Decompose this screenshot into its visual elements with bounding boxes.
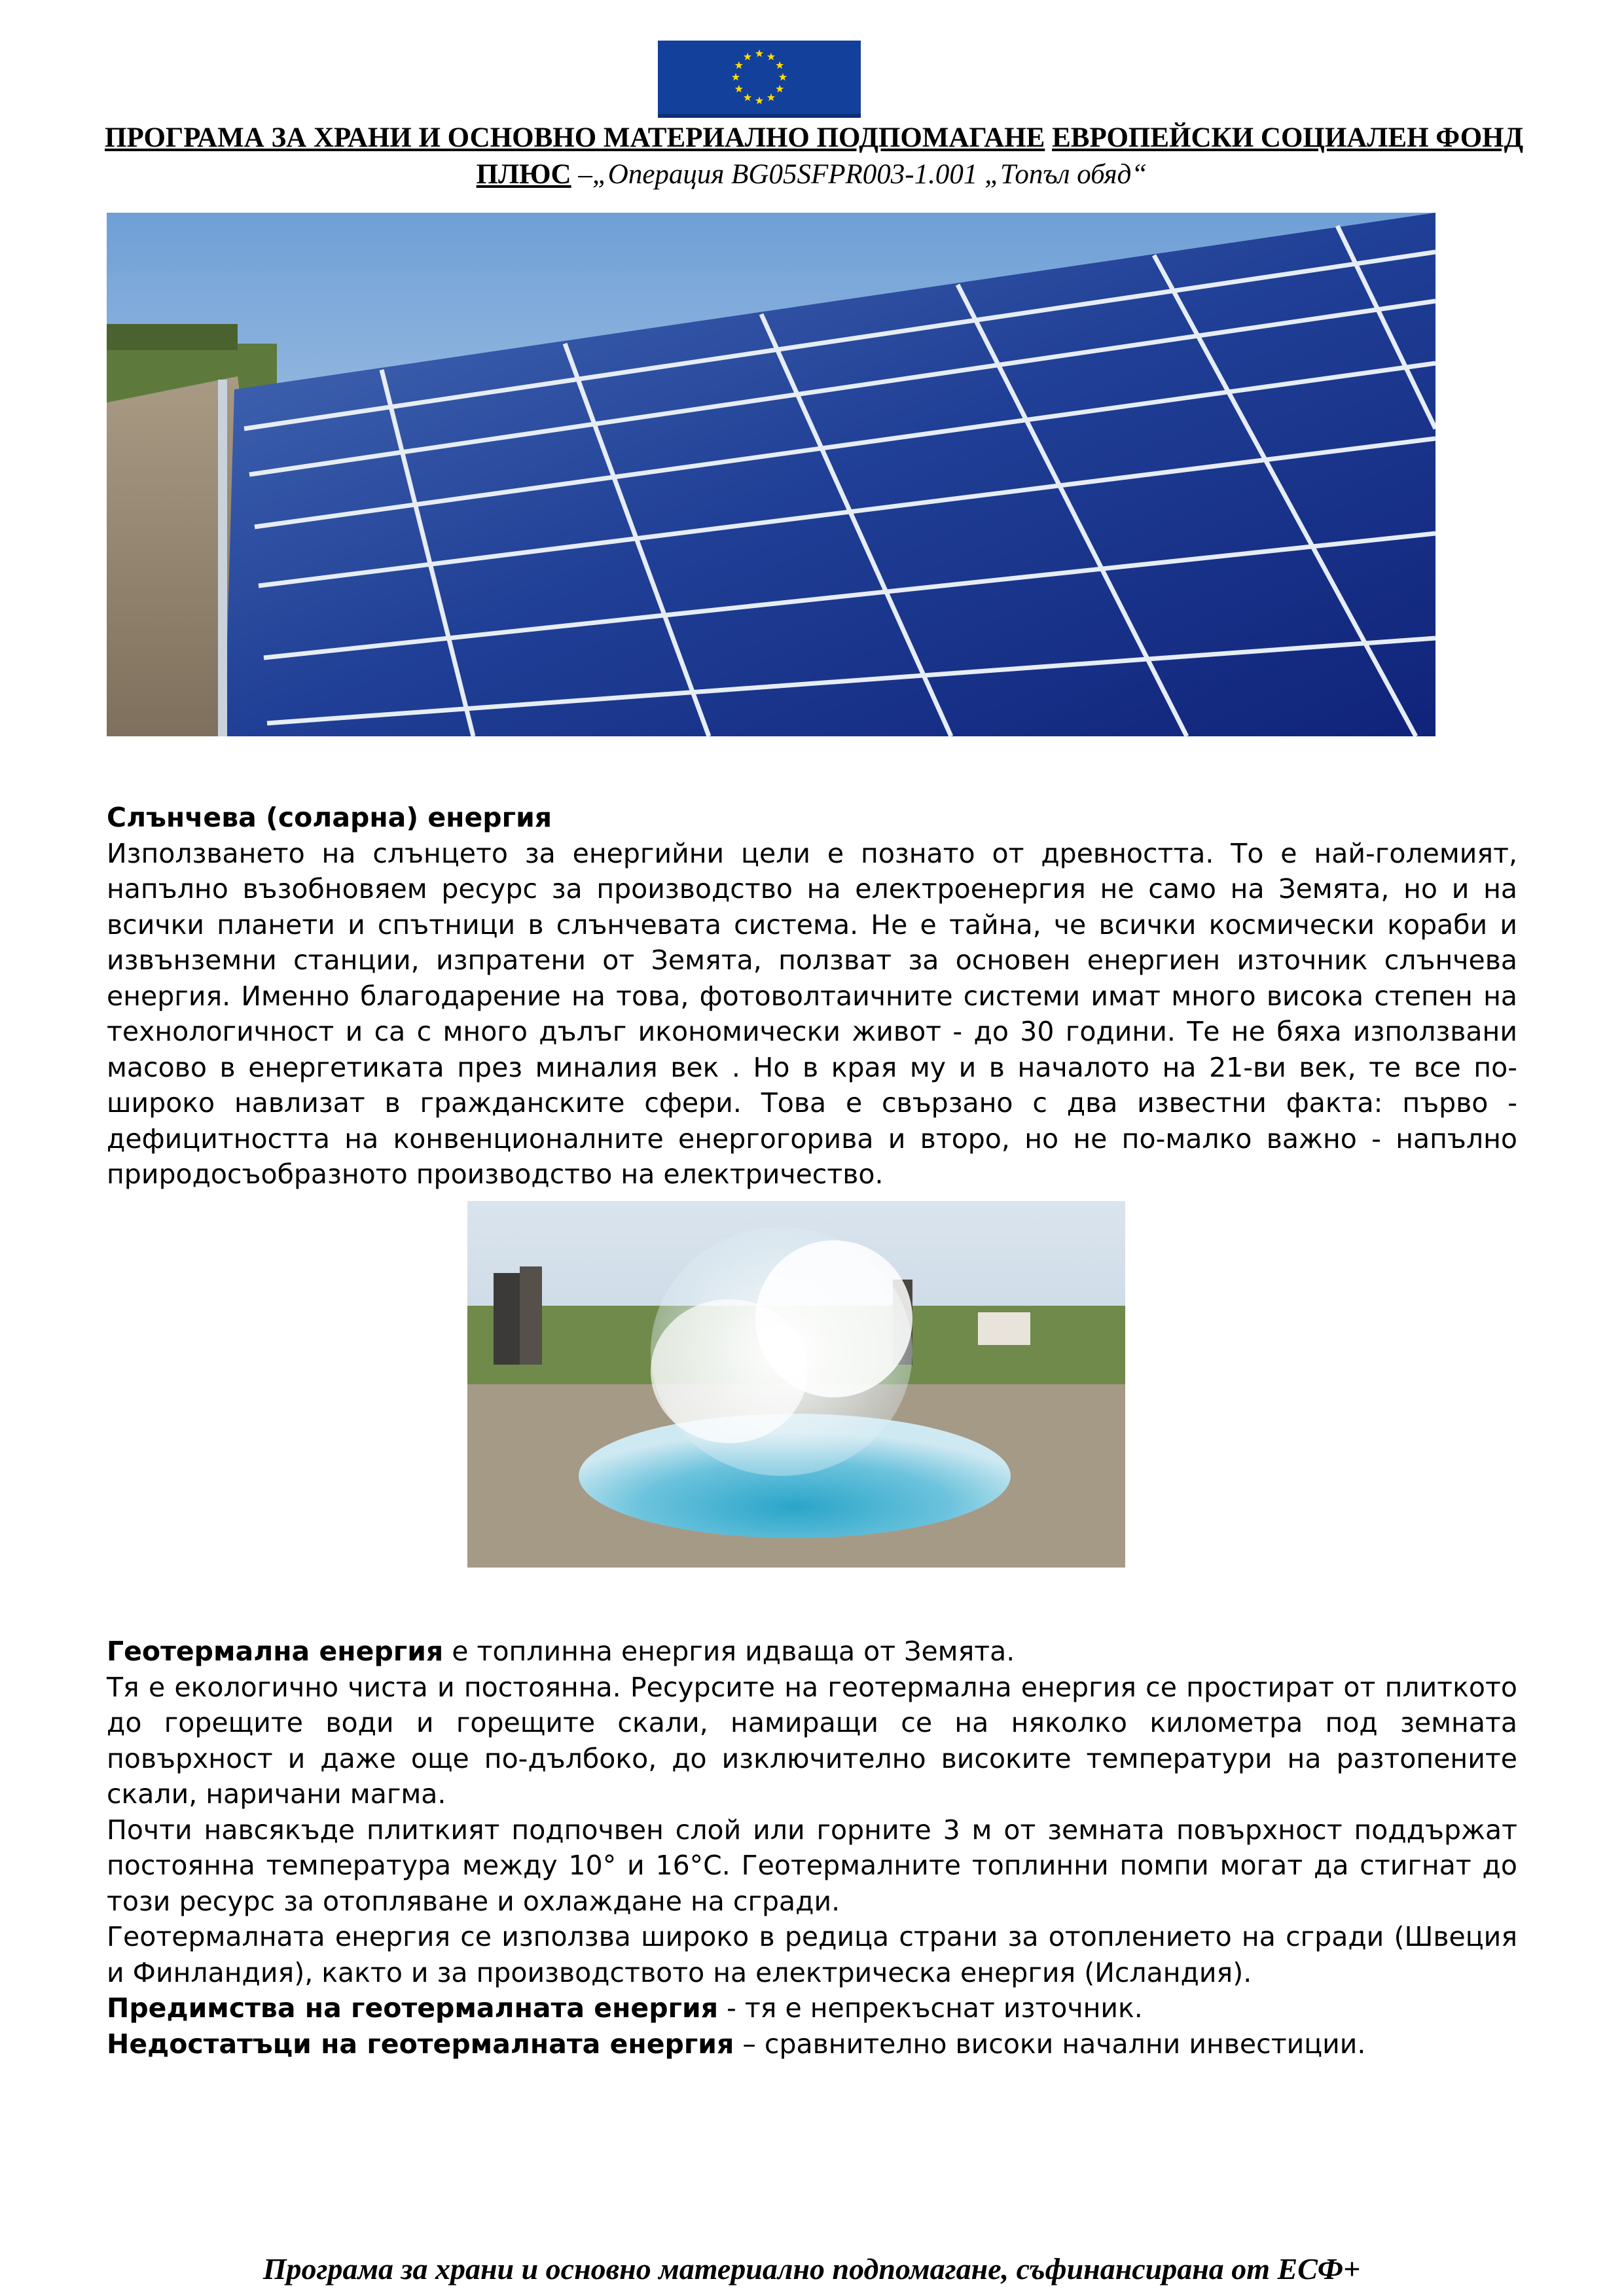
geothermal-energy-section: [107, 1634, 1517, 2062]
page-footer: Програма за храни и основно материално подпомагане, съфинансирана от ЕСФ+: [262, 2252, 1361, 2286]
eu-star-icon: [744, 52, 751, 60]
eu-star-icon: [735, 85, 743, 93]
eu-star-icon: [767, 52, 775, 60]
program-header-line1: [105, 122, 1524, 154]
geothermal-heading: Геотермална енергия: [107, 1636, 444, 1667]
fund-title-plus: ПЛЮС: [476, 159, 571, 190]
eu-flag-logo: [658, 41, 861, 118]
geothermal-intro-text: е топлинна енергия идваща от Земята.: [443, 1636, 1015, 1667]
operation-title: –„Операция BG05SFPR003-1.001 „Топъл обяд“: [571, 159, 1147, 190]
fund-title: ЕВРОПЕЙСКИ СОЦИАЛЕН ФОНД: [1052, 122, 1524, 153]
eu-star-icon: [776, 62, 784, 69]
solar-energy-heading: Слънчева (соларна) енергия: [107, 802, 552, 833]
pros-text: - тя е непрекъснат източник.: [718, 1992, 1143, 2024]
geothermal-pros: [107, 1990, 1517, 2026]
eu-stars-icon: [658, 41, 861, 114]
program-header-line2: [105, 158, 1519, 190]
program-title: ПРОГРАМА ЗА ХРАНИ И ОСНОВНО МАТЕРИАЛНО ПОДПОМАГАНЕ: [105, 122, 1045, 153]
solar-panels-photo: [107, 213, 1435, 736]
eu-star-icon: [779, 73, 787, 81]
cons-label: Недостатъци на геотермалната енергия: [107, 2028, 734, 2060]
eu-star-icon: [735, 62, 743, 69]
cons-text: – сравнително високи начални инвестиции.: [734, 2028, 1366, 2060]
geothermal-paragraph-2: Почти навсякъде плиткият подпочвен слой или горните 3 м от земната повърхност поддържат постоянна температура между 10° и 16°C. Геотермалните топлинни помпи могат да стигнат до този ресурс за отопляване и охлаждане на сгради.: [107, 1814, 1517, 1917]
solar-energy-body: Използването на слънцето за енергийни цели е познато от древността. То е най-големият, напълно възобновяем ресурс за производство на електроенергия не само на Земята, но и на всички планети и спътници в слънчевата система. Не е тайна, че всички космически кораби и извънземни станции, изпратени от Земята, ползват за основен енергиен източник слънчева енергия. Именно благодарение на това, фотоволтаичните системи имат много висока степен на технологичност и са с много дълъг икономически живот - до 30 години. Те не бяха използвани масово в енергетиката през миналия век . Но в края му и в началото на 21-ви век, те все по-широко навлизат в гражданските сфери. Това е свързано с два известни факта: първо - дефицитността на конвенционалните енергогорива и второ, но не по-малко важно - напълно природосъобразното производство на електричество.: [107, 837, 1517, 1190]
eu-star-icon: [755, 97, 763, 105]
geothermal-intro: [107, 1634, 1517, 1670]
solar-energy-section: [107, 800, 1517, 1193]
geyser-photo: [467, 1201, 1125, 1568]
geothermal-paragraph-3: Геотермалната енергия се използва широко в редица страни за отоплението на сгради (Швеция и Финландия), както и за производството на електрическа енергия (Исландия).: [107, 1921, 1517, 1988]
geothermal-paragraph-1: Тя е екологично чиста и постоянна. Ресурсите на геотермална енергия се простират от плиткото до горещите води и горещите скали, намиращи се на няколко километра под земната повърхност и даже още по-дълбоко, до изключително високите температури на разтопените скали, наричани магма.: [107, 1671, 1517, 1810]
eu-star-icon: [767, 94, 775, 101]
eu-star-icon: [776, 85, 784, 93]
geothermal-cons: [107, 2026, 1517, 2062]
pros-label: Предимства на геотермалната енергия: [107, 1992, 719, 2024]
eu-star-icon: [755, 50, 763, 58]
eu-star-icon: [732, 73, 740, 81]
eu-star-icon: [744, 94, 751, 101]
